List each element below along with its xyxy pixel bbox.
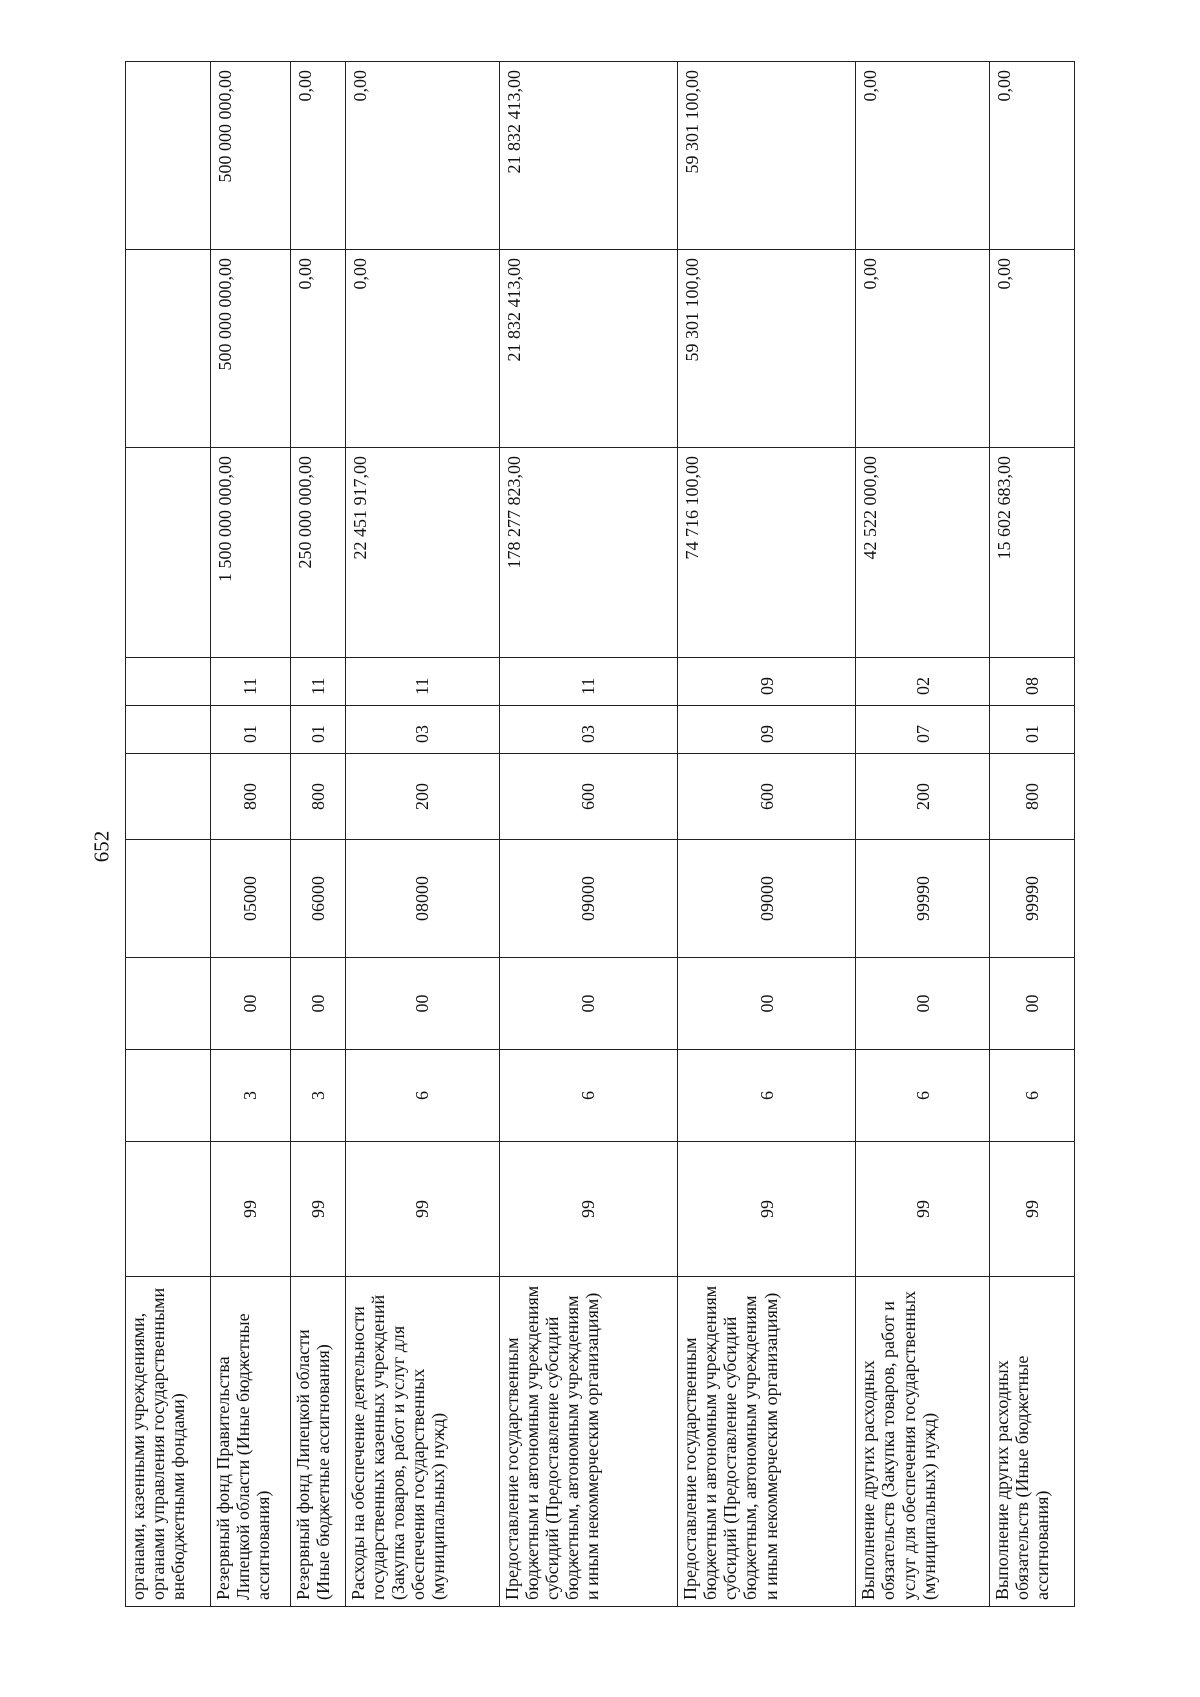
code-subprogram <box>126 1050 211 1142</box>
code-subprogram: 6 <box>856 1050 990 1142</box>
code-event: 00 <box>677 958 855 1050</box>
row-description: Резервный фонд Правительства Липецкой области (Иные бюджетные ассигнования) <box>210 1277 290 1607</box>
code-direction: 09000 <box>499 840 677 958</box>
code-direction: 99990 <box>990 840 1075 958</box>
amount-year-2 <box>126 250 211 448</box>
page-number: 652 <box>89 830 114 863</box>
table-row <box>290 62 345 1607</box>
table-row <box>856 62 990 1607</box>
code-subsection: 02 <box>856 658 990 706</box>
budget-table-rotated <box>125 62 1075 1607</box>
amount-year-3: 500 000 000,00 <box>210 62 290 250</box>
amount-year-1: 1 500 000 000,00 <box>210 448 290 658</box>
code-expense-type: 200 <box>345 754 499 840</box>
code-direction: 09000 <box>677 840 855 958</box>
row-description: Предоставление государственным бюджетным и автономным учреждениям субсидий (Предоставление субсидий бюджетным, автономным учреждениям и иным некоммерческим организациям) <box>499 1277 677 1607</box>
code-expense-type: 600 <box>677 754 855 840</box>
code-section: 09 <box>677 706 855 754</box>
code-program: 99 <box>499 1142 677 1277</box>
code-subsection: 11 <box>345 658 499 706</box>
amount-year-2: 0,00 <box>990 250 1075 448</box>
amount-year-3: 0,00 <box>345 62 499 250</box>
amount-year-2: 0,00 <box>290 250 345 448</box>
code-direction: 06000 <box>290 840 345 958</box>
code-subsection: 08 <box>990 658 1075 706</box>
code-event <box>126 958 211 1050</box>
code-subprogram: 6 <box>499 1050 677 1142</box>
code-event: 00 <box>345 958 499 1050</box>
code-subprogram: 3 <box>290 1050 345 1142</box>
code-event: 00 <box>499 958 677 1050</box>
amount-year-2: 59 301 100,00 <box>677 250 855 448</box>
amount-year-3 <box>126 62 211 250</box>
code-subsection: 11 <box>499 658 677 706</box>
code-section: 01 <box>990 706 1075 754</box>
code-section: 01 <box>290 706 345 754</box>
code-section: 03 <box>345 706 499 754</box>
code-event: 00 <box>856 958 990 1050</box>
row-description: Предоставление государственным бюджетным и автономным учреждениям субсидий (Предоставление субсидий бюджетным, автономным учреждениям и иным некоммерческим организациям) <box>677 1277 855 1607</box>
code-event: 00 <box>290 958 345 1050</box>
amount-year-2: 500 000 000,00 <box>210 250 290 448</box>
code-program: 99 <box>677 1142 855 1277</box>
code-section: 07 <box>856 706 990 754</box>
table-body <box>126 62 1075 1607</box>
code-program <box>126 1142 211 1277</box>
code-subprogram: 6 <box>345 1050 499 1142</box>
code-section: 01 <box>210 706 290 754</box>
row-description: Резервный фонд Липецкой области (Иные бюджетные ассигнования) <box>290 1277 345 1607</box>
amount-year-1: 74 716 100,00 <box>677 448 855 658</box>
row-description: Расходы на обеспечение деятельности государственных казенных учреждений (Закупка товаров, работ и услуг для обеспечения государственных (муниципальных) нужд) <box>345 1277 499 1607</box>
amount-year-1: 22 451 917,00 <box>345 448 499 658</box>
amount-year-1: 178 277 823,00 <box>499 448 677 658</box>
code-section <box>126 706 211 754</box>
code-event: 00 <box>210 958 290 1050</box>
code-subsection: 11 <box>290 658 345 706</box>
table-row <box>990 62 1075 1607</box>
code-event: 00 <box>990 958 1075 1050</box>
code-subprogram: 6 <box>677 1050 855 1142</box>
code-direction: 08000 <box>345 840 499 958</box>
amount-year-3: 0,00 <box>290 62 345 250</box>
amount-year-1: 15 602 683,00 <box>990 448 1075 658</box>
amount-year-2: 21 832 413,00 <box>499 250 677 448</box>
amount-year-3: 21 832 413,00 <box>499 62 677 250</box>
code-expense-type: 600 <box>499 754 677 840</box>
code-direction: 99990 <box>856 840 990 958</box>
code-program: 99 <box>290 1142 345 1277</box>
budget-table <box>125 61 1075 1607</box>
amount-year-1: 250 000 000,00 <box>290 448 345 658</box>
code-direction: 05000 <box>210 840 290 958</box>
code-expense-type: 200 <box>856 754 990 840</box>
code-direction <box>126 840 211 958</box>
table-row <box>126 62 211 1607</box>
code-subprogram: 3 <box>210 1050 290 1142</box>
code-program: 99 <box>210 1142 290 1277</box>
amount-year-2: 0,00 <box>345 250 499 448</box>
code-subsection <box>126 658 211 706</box>
table-row <box>499 62 677 1607</box>
amount-year-3: 0,00 <box>990 62 1075 250</box>
code-program: 99 <box>345 1142 499 1277</box>
code-expense-type: 800 <box>290 754 345 840</box>
amount-year-2: 0,00 <box>856 250 990 448</box>
code-expense-type <box>126 754 211 840</box>
code-subprogram: 6 <box>990 1050 1075 1142</box>
code-program: 99 <box>990 1142 1075 1277</box>
row-description: Выполнение других расходных обязательств (Иные бюджетные ассигнования) <box>990 1277 1075 1607</box>
code-expense-type: 800 <box>210 754 290 840</box>
row-description: органами, казенными учреждениями, органами управления государственными внебюджетными фондами) <box>126 1277 211 1607</box>
code-subsection: 09 <box>677 658 855 706</box>
amount-year-3: 59 301 100,00 <box>677 62 855 250</box>
code-expense-type: 800 <box>990 754 1075 840</box>
amount-year-1 <box>126 448 211 658</box>
code-program: 99 <box>856 1142 990 1277</box>
table-row <box>677 62 855 1607</box>
amount-year-3: 0,00 <box>856 62 990 250</box>
row-description: Выполнение других расходных обязательств (Закупка товаров, работ и услуг для обеспечения государственных (муниципальных) нужд) <box>856 1277 990 1607</box>
code-subsection: 11 <box>210 658 290 706</box>
table-row <box>345 62 499 1607</box>
amount-year-1: 42 522 000,00 <box>856 448 990 658</box>
table-row <box>210 62 290 1607</box>
code-section: 03 <box>499 706 677 754</box>
